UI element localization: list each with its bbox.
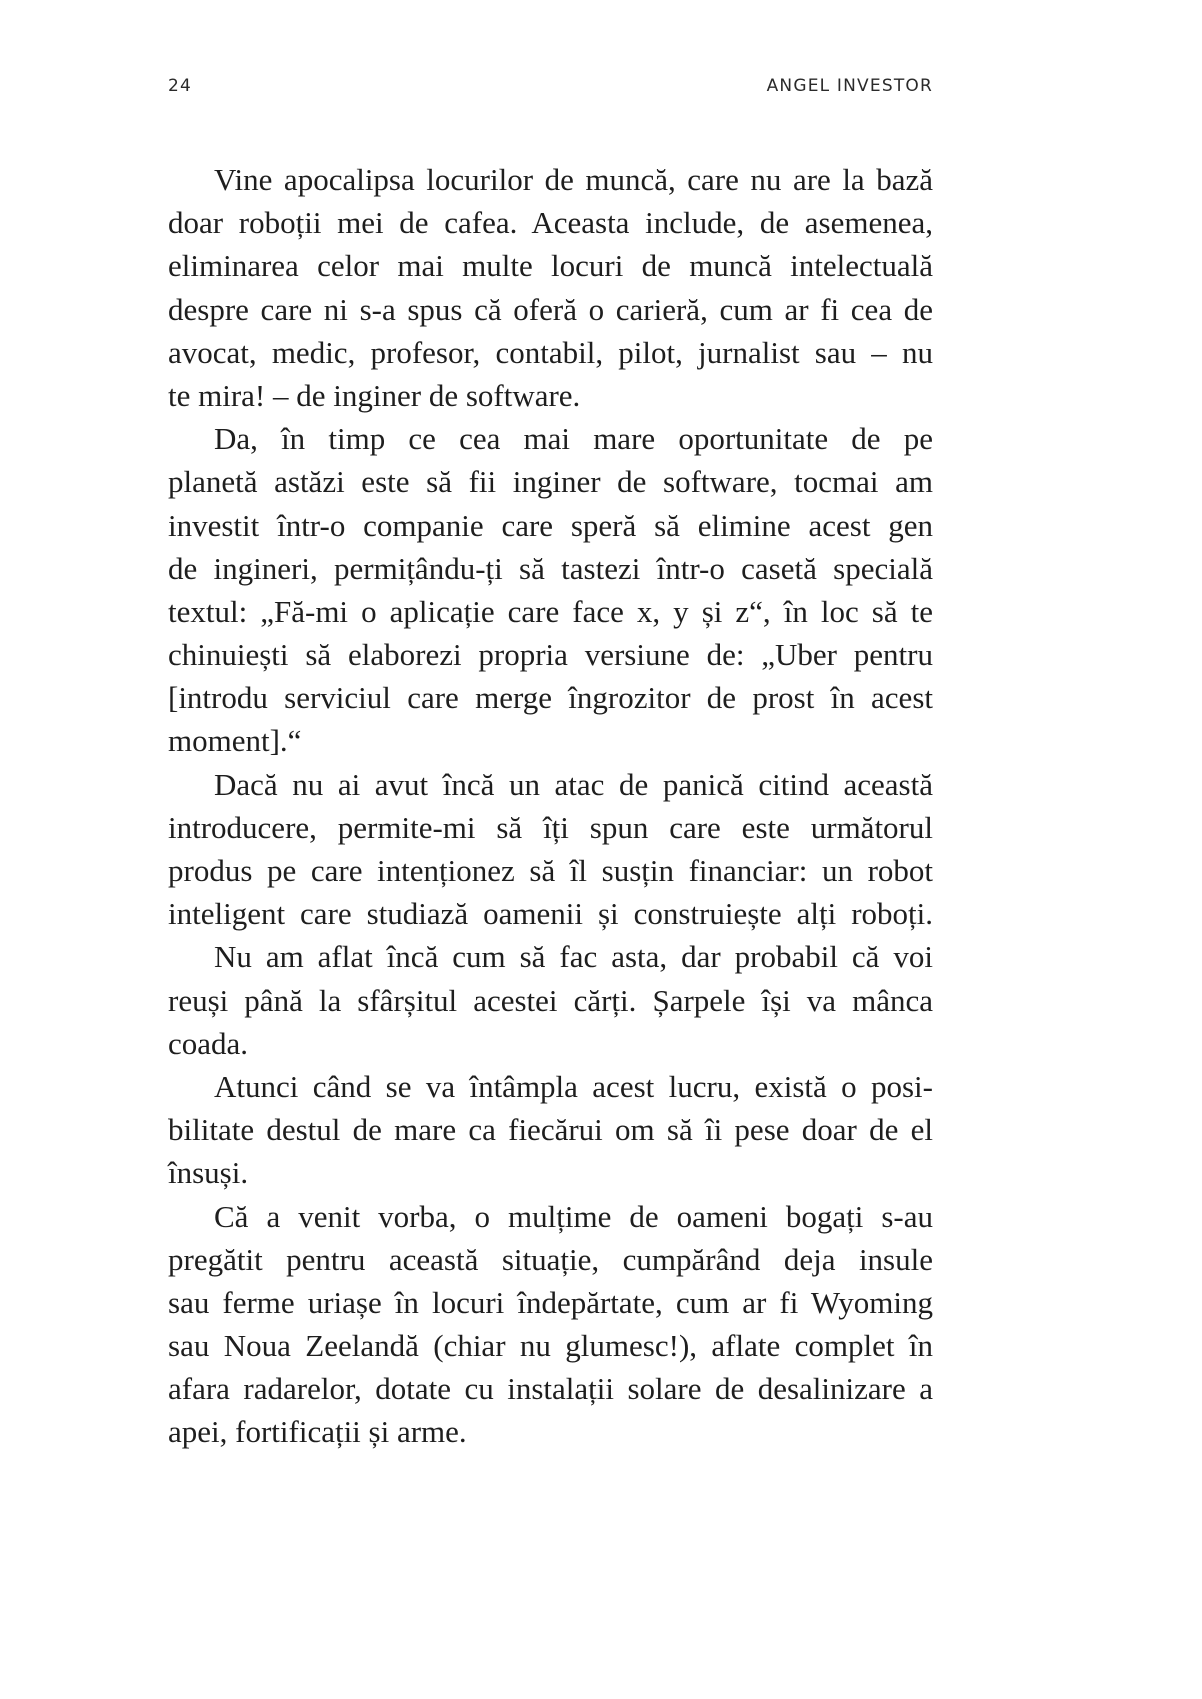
- text-line: te mira! – de inginer de software.: [168, 377, 581, 413]
- paragraph: [168, 1195, 933, 1454]
- text-line: moment].“: [168, 723, 302, 759]
- running-header: [168, 76, 933, 100]
- text-line: introducere, permite-mi să îți spun care este următorul: [168, 809, 933, 845]
- text-line: inteligent care studiază oamenii și construiește alți roboți.: [168, 896, 933, 932]
- text-line: sau Noua Zeelandă (chiar nu glumesc!), aflate complet în: [168, 1328, 933, 1364]
- text-line: Da, în timp ce cea mai mare oportunitate de pe: [214, 421, 933, 457]
- text-line: Că a venit vorba, o mulțime de oameni bogați s-au: [214, 1198, 933, 1234]
- text-line: de ingineri, permițându-ți să tastezi într-o casetă specială: [168, 550, 933, 586]
- text-line: Nu am aflat încă cum să fac asta, dar probabil că voi: [214, 939, 933, 975]
- text-line: despre care ni s-a spus că oferă o carieră, cum ar fi cea de: [168, 291, 933, 327]
- page-number: 24: [168, 76, 193, 96]
- text-line: pregătit pentru această situație, cumpărând deja insule: [168, 1241, 933, 1277]
- book-title: ANGEL INVESTOR: [766, 76, 933, 96]
- text-line: Atunci când se va întâmpla acest lucru, există o posi-: [214, 1068, 933, 1104]
- text-line: sau ferme uriașe în locuri îndepărtate, cum ar fi Wyoming: [168, 1284, 933, 1320]
- paragraph: [168, 935, 933, 1065]
- text-line: reuși până la sfârșitul acestei cărți. Șarpele își va mânca: [168, 982, 933, 1018]
- text-line: [introdu serviciul care merge îngrozitor de prost în acest: [168, 680, 933, 716]
- body-text: [168, 158, 933, 1454]
- text-line: avocat, medic, profesor, contabil, pilot, jurnalist sau – nu: [168, 334, 933, 370]
- paragraph: [168, 417, 933, 763]
- text-line: chinuiești să elaborezi propria versiune de: „Uber pentru: [168, 637, 933, 673]
- text-line: investit într-o companie care speră să elimine acest gen: [168, 507, 933, 543]
- text-line: bilitate destul de mare ca fiecărui om să îi pese doar de el: [168, 1112, 933, 1148]
- text-line: produs pe care intenționez să îl susțin financiar: un robot: [168, 853, 933, 888]
- text-line: afara radarelor, dotate cu instalații solare de desalinizare a: [168, 1371, 933, 1407]
- text-line: Vine apocalipsa locurilor de muncă, care nu are la bază: [214, 162, 933, 197]
- text-line: însuși.: [168, 1155, 249, 1191]
- text-line: planetă astăzi este să fii inginer de software, tocmai am: [168, 464, 933, 500]
- text-line: doar roboții mei de cafea. Aceasta include, de asemenea,: [168, 205, 933, 241]
- text-line: Dacă nu ai avut încă un atac de panică citind această: [214, 766, 933, 802]
- paragraph: [168, 763, 933, 936]
- text-line: apei, fortificații și arme.: [168, 1414, 467, 1450]
- text-line: coada.: [168, 1025, 249, 1061]
- paragraph: [168, 158, 933, 417]
- text-line: eliminarea celor mai multe locuri de muncă intelectuală: [168, 248, 933, 284]
- text-line: textul: „Fă-mi o aplicație care face x, y și z“, în loc să te: [168, 593, 933, 629]
- paragraph: [168, 1065, 933, 1195]
